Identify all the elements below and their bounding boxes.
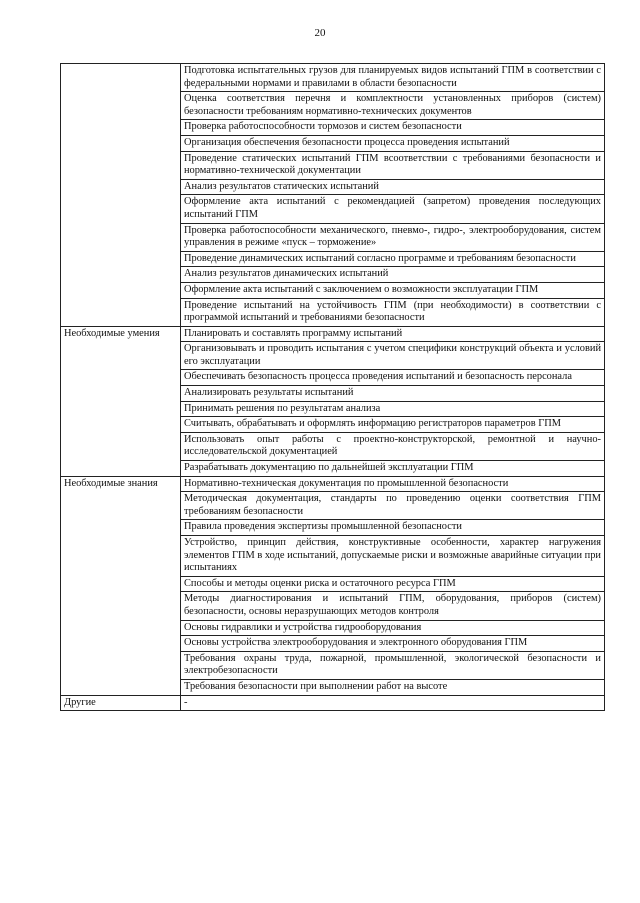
table-row — [61, 417, 605, 433]
section-item: Оценка соответствия перечня и комплектности установленных приборов (систем) безопасности требованиям нормативно-технических документов — [181, 92, 605, 120]
section-item: Организовывать и проводить испытания с учетом специфики конструкций объекта и условий его эксплуатации — [181, 342, 605, 370]
section-item: Анализ результатов динамических испытаний — [181, 267, 605, 283]
table-row — [61, 223, 605, 251]
table-row — [61, 251, 605, 267]
section-label-continuation — [61, 636, 181, 652]
table-row — [61, 576, 605, 592]
table-row — [61, 342, 605, 370]
section-item: - — [181, 695, 605, 711]
table-row — [61, 282, 605, 298]
section-label-continuation — [61, 223, 181, 251]
section-item: Методы диагностирования и испытаний ГПМ, оборудования, приборов (систем) безопасности, основы неразрушающих методов контроля — [181, 592, 605, 620]
table-row — [61, 151, 605, 179]
section-item: Проведение динамических испытаний согласно программе и требованиям безопасности — [181, 251, 605, 267]
table-row — [61, 461, 605, 477]
table-row — [61, 695, 605, 711]
table-row — [61, 651, 605, 679]
section-item: Проведение испытаний на устойчивость ГПМ (при необходимости) в соответствии с программой испытаний и требованиями безопасности — [181, 298, 605, 326]
section-item: Основы гидравлики и устройства гидрооборудования — [181, 620, 605, 636]
section-item: Оформление акта испытаний с рекомендацией (запретом) проведения последующих испытаний ГПМ — [181, 195, 605, 223]
section-item: Анализ результатов статических испытаний — [181, 179, 605, 195]
section-item: Проверка работоспособности механического, пневмо-, гидро-, электрооборудования, систем управления в режиме «пуск – торможение» — [181, 223, 605, 251]
section-item: Использовать опыт работы с проектно-конструкторской, ремонтной и научно-исследовательской документацией — [181, 432, 605, 460]
table-row — [61, 370, 605, 386]
table-row — [61, 636, 605, 652]
section-item: Разрабатывать документацию по дальнейшей эксплуатации ГПМ — [181, 461, 605, 477]
section-label-continuation — [61, 298, 181, 326]
table-row — [61, 120, 605, 136]
section-label-continuation — [61, 461, 181, 477]
table-row — [61, 476, 605, 492]
table-row — [61, 536, 605, 577]
section-item: Правила проведения экспертизы промышленной безопасности — [181, 520, 605, 536]
table-row — [61, 195, 605, 223]
section-label-continuation — [61, 620, 181, 636]
section-label-continuation — [61, 592, 181, 620]
section-label-continuation — [61, 135, 181, 151]
section-label-continuation — [61, 370, 181, 386]
table-row — [61, 620, 605, 636]
section-label-continuation — [61, 386, 181, 402]
section-item: Подготовка испытательных грузов для планируемых видов испытаний ГПМ в соответствии с федеральными нормами и правилами в области безопасности — [181, 64, 605, 92]
section-label-continuation — [61, 151, 181, 179]
section-label-continuation — [61, 282, 181, 298]
section-label-continuation — [61, 92, 181, 120]
section-item: Основы устройства электрооборудования и электронного оборудования ГПМ — [181, 636, 605, 652]
table-row — [61, 92, 605, 120]
table-row — [61, 298, 605, 326]
section-item: Анализировать результаты испытаний — [181, 386, 605, 402]
section-label: Необходимые умения — [61, 326, 181, 342]
section-label-continuation — [61, 417, 181, 433]
table-row — [61, 326, 605, 342]
table-row — [61, 267, 605, 283]
section-label-continuation — [61, 536, 181, 577]
section-item: Принимать решения по результатам анализа — [181, 401, 605, 417]
section-label-continuation — [61, 251, 181, 267]
section-label-continuation — [61, 195, 181, 223]
section-item: Оформление акта испытаний с заключением о возможности эксплуатации ГПМ — [181, 282, 605, 298]
table-row — [61, 179, 605, 195]
section-item: Требования охраны труда, пожарной, промышленной, экологической безопасности и электробезопасности — [181, 651, 605, 679]
section-item: Устройство, принцип действия, конструктивные особенности, характер нагружения элементов ГПМ в ходе испытаний, допускаемые риски и возможные аварийные ситуации при испытаниях — [181, 536, 605, 577]
section-item: Методическая документация, стандарты по проведению оценки соответствия ГПМ требованиям безопасности — [181, 492, 605, 520]
section-item: Нормативно-техническая документация по промышленной безопасности — [181, 476, 605, 492]
section-label-continuation — [61, 679, 181, 695]
table-row — [61, 135, 605, 151]
section-item: Проведение статических испытаний ГПМ всоответствии с требованиями безопасности и нормативно-технической документации — [181, 151, 605, 179]
section-label: Другие — [61, 695, 181, 711]
section-label — [61, 64, 181, 92]
section-item: Требования безопасности при выполнении работ на высоте — [181, 679, 605, 695]
table-row — [61, 520, 605, 536]
table-row — [61, 386, 605, 402]
section-label-continuation — [61, 576, 181, 592]
section-label-continuation — [61, 342, 181, 370]
section-item: Проверка работоспособности тормозов и систем безопасности — [181, 120, 605, 136]
section-label-continuation — [61, 520, 181, 536]
section-label: Необходимые знания — [61, 476, 181, 492]
section-item: Способы и методы оценки риска и остаточного ресурса ГПМ — [181, 576, 605, 592]
table-row — [61, 401, 605, 417]
page-number: 20 — [314, 27, 326, 39]
section-label-continuation — [61, 267, 181, 283]
section-label-continuation — [61, 179, 181, 195]
section-item: Организация обеспечения безопасности процесса проведения испытаний — [181, 135, 605, 151]
section-label-continuation — [61, 651, 181, 679]
table-row — [61, 432, 605, 460]
section-item: Считывать, обрабатывать и оформлять информацию регистраторов параметров ГПМ — [181, 417, 605, 433]
table-row — [61, 679, 605, 695]
section-label-continuation — [61, 120, 181, 136]
section-label-continuation — [61, 401, 181, 417]
table-row — [61, 592, 605, 620]
table-row — [61, 64, 605, 92]
section-label-continuation — [61, 492, 181, 520]
section-item: Обеспечивать безопасность процесса проведения испытаний и безопасность персонала — [181, 370, 605, 386]
section-label-continuation — [61, 432, 181, 460]
table-row — [61, 492, 605, 520]
section-item: Планировать и составлять программу испытаний — [181, 326, 605, 342]
requirements-table — [60, 63, 605, 711]
